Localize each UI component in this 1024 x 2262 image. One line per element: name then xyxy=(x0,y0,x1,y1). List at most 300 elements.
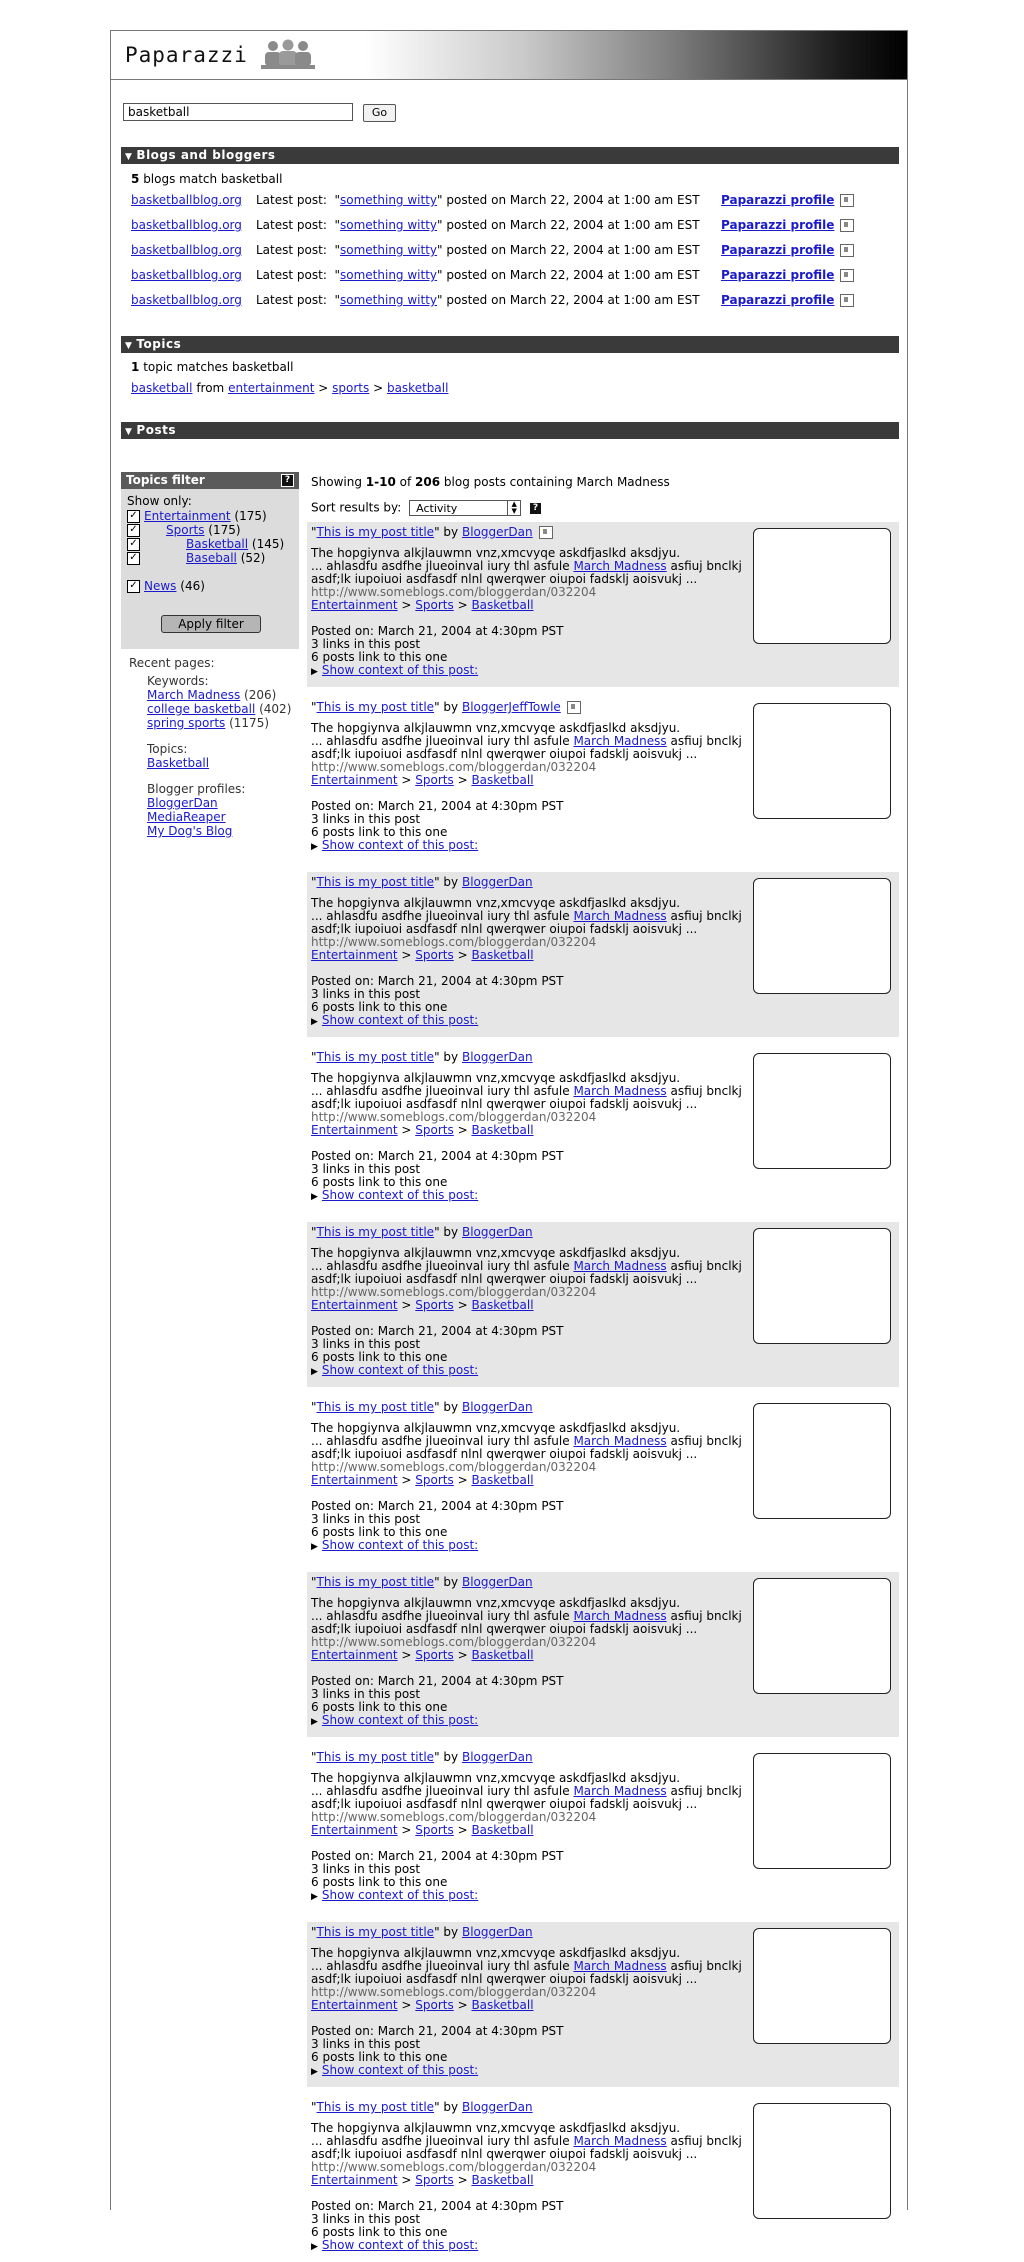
post-item: "This is my post title" by BloggerJeffTowle The hopgiynva alkjlauwmn vnz,xmcvyqe askdfjaslkd aksdjyu. ... ahlasdfu asdfhe jlueoinval iury thl asfule March Madness asfiuj bnclkj asdf;lk iupoiuoi asdfasdf nlnl qwerqwer oiupoi fadsklj aoisvukj ... http://www.someblogs.com/bloggerdan/032204 Entertainment > Sports > Basketball Posted on: March 21, 2004 at 4:30pm PST 3 links in this post 6 posts link to this one ▶ Show context of this post: xyxy=(307,697,899,862)
filter-link-news[interactable]: News xyxy=(144,579,177,593)
links-count: 3 links in this post xyxy=(311,2212,421,2226)
filter-item-basketball xyxy=(127,537,284,551)
path-link-basketball[interactable]: Basketball xyxy=(471,1823,534,1837)
show-context-link[interactable]: Show context of this post: xyxy=(321,663,479,677)
recent-keyword-count: (206) xyxy=(244,688,277,702)
post-thumbnail[interactable] xyxy=(753,703,891,819)
path-link-basketball[interactable]: Basketball xyxy=(471,598,534,612)
path-link-sports[interactable]: Sports xyxy=(415,948,454,962)
post-snippet xyxy=(311,722,751,761)
snippet-line: ... ahlasdfu asdfhe jlueoinval iury thl asfule xyxy=(311,734,570,748)
path-link-sports[interactable]: Sports xyxy=(415,1123,454,1137)
post-url: http://www.someblogs.com/bloggerdan/032204 xyxy=(311,1110,597,1124)
latest-post-label: Latest post: xyxy=(256,268,327,282)
keyword-link[interactable]: March Madness xyxy=(573,1084,667,1098)
keyword-link[interactable]: March Madness xyxy=(573,1959,667,1973)
latest-post-link[interactable]: something witty xyxy=(340,268,438,282)
topic-path-basketball[interactable]: basketball xyxy=(386,381,449,395)
post-author-link[interactable]: BloggerDan xyxy=(461,1400,533,1414)
path-link-sports[interactable]: Sports xyxy=(415,1298,454,1312)
sort-select[interactable] xyxy=(409,500,521,516)
snippet-line: The hopgiynva alkjlauwmn vnz,xmcvyqe askdfjaslkd aksdjyu. xyxy=(311,2121,681,2135)
post-path: Entertainment > Sports > Basketball xyxy=(311,1648,534,1662)
sort-value: Activity xyxy=(416,502,458,515)
app-title: Paparazzi xyxy=(125,43,248,67)
page-frame: Paparazzi basketball Go ▼ Blogs and bloggers 5 blogs match basketball basketballblog.org Latest post: "something witty" posted on March 22, 2004 at 1:00 am EST Paparazzi profile basketballblog.org Latest post: "something witty" posted on March 22, 2004 at 1:00 am EST Paparazzi profile basketballblog.org Latest post: "something witty" posted on March 22, 2004 at 1:00 am EST Paparazzi profile basketballblog.org Latest post: "something witty" posted on March 22, 2004 at 1:00 am EST Paparazzi profile basketballblog.org Latest post: "something witty" posted on March 22, 2004 at 1:00 am EST Paparazzi profile ▼ Topics 1 topic matches basketball basketball from entertainment > sports > basketball ▼ Posts Topics filter ? Show only: ✓ Entertainment (175) ✓ Sports (175) ✓ Basketball (145) ✓ Baseball (52) ✓ News (46) Apply filter Recent pages: Keywords: March Madness (206) college basketball (402) spring sports (1175) Topics: Basketball Blogger profiles: BloggerDan MediaReaper My Dog's Blog Showing 1-10 of 206 blog posts containing March Madness Sort results by: Activity ▲ ▼ ? "This is my post title" by BloggerDan The hopgiynva alkjlauwmn vnz,xmcvyqe askdfjaslkd aksdjyu. ... ahlasdfu asdfhe jlueoinval iury thl asfule March Madness asfiuj bnclkj asdf;lk iupoiuoi asdfasdf nlnl qwerqwer oiupoi fadsklj aoisvukj ... http://www.someblogs.com/bloggerdan/032204 Entertainment > Sports > Basketball Posted on: March 21, 2004 at 4:30pm PST 3 links in this post 6 posts link to this one ▶ Show context of this post: "This is my post title" by BloggerJeffTowle The hopgiynva alkjlauwmn vnz,xmcvyqe askdfjaslkd aksdjyu. ... ahlasdfu asdfhe jlueoinval iury thl asfule March Madness asfiuj bnclkj asdf;lk iupoiuoi asdfasdf nlnl qwerqwer oiupoi fadsklj aoisvukj ... http://www.someblogs.com/bloggerdan/032204 Entertainment > Sports > Basketball Posted on: March 21, 2004 at 4:30pm PST 3 links in this post 6 posts link to this one ▶ Show context of this post: "This is my post title" by BloggerDan The hopgiynva alkjlauwmn vnz,xmcvyqe askdfjaslkd aksdjyu. ... ahlasdfu asdfhe jlueoinval iury thl asfule March Madness asfiuj bnclkj asdf;lk iupoiuoi asdfasdf nlnl qwerqwer oiupoi fadsklj aoisvukj ... http://www.someblogs.com/bloggerdan/032204 Entertainment > Sports > Basketball Posted on: March 21, 2004 at 4:30pm PST 3 links in this post 6 posts link to this one ▶ Show context of this post: "This is my post title" by BloggerDan The hopgiynva alkjlauwmn vnz,xmcvyqe askdfjaslkd aksdjyu. ... ahlasdfu asdfhe jlueoinval iury thl asfule March Madness asfiuj bnclkj asdf;lk iupoiuoi asdfasdf nlnl qwerqwer oiupoi fadsklj aoisvukj ... http://www.someblogs.com/bloggerdan/032204 Entertainment > Sports > Basketball Posted on: March 21, 2004 at 4:30pm PST 3 links in this post 6 posts link to this one ▶ Show context of this post: "This is my post title" by BloggerDan The hopgiynva alkjlauwmn vnz,xmcvyqe askdfjaslkd aksdjyu. ... ahlasdfu asdfhe jlueoinval iury thl asfule March Madness asfiuj bnclkj asdf;lk iupoiuoi asdfasdf nlnl qwerqwer oiupoi fadsklj aoisvukj ... http://www.someblogs.com/bloggerdan/032204 Entertainment > Sports > Basketball Posted on: March 21, 2004 at 4:30pm PST 3 links in this post 6 posts link to this one ▶ Show context of this post: "This is my post title" by BloggerDan The hopgiynva alkjlauwmn vnz,xmcvyqe askdfjaslkd aksdjyu. ... ahlasdfu asdfhe jlueoinval iury thl asfule March Madness asfiuj bnclkj asdf;lk iupoiuoi asdfasdf nlnl qwerqwer oiupoi fadsklj aoisvukj ... http://www.someblogs.com/bloggerdan/032204 Entertainment > Sports > Basketball Posted on: March 21, 2004 at 4:30pm PST 3 links in this post 6 posts link to this one ▶ Show context of this post: "This is my post title" by BloggerDan The hopgiynva alkjlauwmn vnz,xmcvyqe askdfjaslkd aksdjyu. ... ahlasdfu asdfhe jlueoinval iury thl asfule March Madness asfiuj bnclkj asdf;lk iupoiuoi asdfasdf nlnl qwerqwer oiupoi fadsklj aoisvukj ... http://www.someblogs.com/bloggerdan/032204 Entertainment > Sports > Basketball Posted on: March 21, 2004 at 4:30pm PST 3 links in this post 6 posts link to this one ▶ Show context of this post: "This is my post title" by BloggerDan The hopgiynva alkjlauwmn vnz,xmcvyqe askdfjaslkd aksdjyu. ... ahlasdfu asdfhe jlueoinval iury thl asfule March Madness asfiuj bnclkj asdf;lk iupoiuoi asdfasdf nlnl qwerqwer oiupoi fadsklj aoisvukj ... http://www.someblogs.com/bloggerdan/032204 Entertainment > Sports > Basketball Posted on: March 21, 2004 at 4:30pm PST 3 links in this post 6 posts link to this one ▶ Show context of this post: "This is my post title" by BloggerDan The hopgiynva alkjlauwmn vnz,xmcvyqe askdfjaslkd aksdjyu. ... ahlasdfu asdfhe jlueoinval iury thl asfule March Madness asfiuj bnclkj asdf;lk iupoiuoi asdfasdf nlnl qwerqwer oiupoi fadsklj aoisvukj ... http://www.someblogs.com/bloggerdan/032204 Entertainment > Sports > Basketball Posted on: March 21, 2004 at 4:30pm PST 3 links in this post 6 posts link to this one ▶ Show context of this post: "This is my post title" by BloggerDan The hopgiynva alkjlauwmn vnz,xmcvyqe askdfjaslkd aksdjyu. ... ahlasdfu asdfhe jlueoinval iury thl asfule March Madness asfiuj bnclkj asdf;lk iupoiuoi asdfasdf nlnl qwerqwer oiupoi fadsklj aoisvukj ... http://www.someblogs.com/bloggerdan/032204 Entertainment > Sports > Basketball Posted on: March 21, 2004 at 4:30pm PST 3 links in this post 6 posts link to this one ▶ Show context of this post: xyxy=(110,30,908,2210)
topic-path-sports[interactable]: sports xyxy=(332,381,370,395)
linked-count: 6 posts link to this one xyxy=(311,825,448,839)
show-context-link[interactable]: Show context of this post: xyxy=(321,1713,479,1727)
go-button[interactable]: Go xyxy=(363,104,396,122)
by-text: by xyxy=(443,1050,459,1064)
path-link-basketball[interactable]: Basketball xyxy=(471,948,534,962)
checkbox-checked-icon[interactable]: ✓ xyxy=(127,510,140,523)
post-author-link[interactable]: BloggerDan xyxy=(461,1925,533,1939)
snippet-line: asfiuj bnclkj xyxy=(670,559,742,573)
show-context-row xyxy=(311,1189,751,1204)
keyword-link[interactable]: March Madness xyxy=(573,2134,667,2148)
post-path: Entertainment > Sports > Basketball xyxy=(311,1123,534,1137)
post-thumbnail[interactable] xyxy=(753,1928,891,2044)
latest-post-link[interactable]: something witty xyxy=(340,243,438,257)
show-context-row xyxy=(311,2064,751,2079)
collapse-triangle-icon[interactable]: ▼ xyxy=(125,152,133,162)
by-text: by xyxy=(443,525,459,539)
path-link-sports[interactable]: Sports xyxy=(415,1823,454,1837)
snippet-line: asfiuj bnclkj xyxy=(670,734,742,748)
topics-filter-title: Topics filter xyxy=(126,473,205,487)
path-link-sports[interactable]: Sports xyxy=(415,1998,454,2012)
post-author-link[interactable]: BloggerDan xyxy=(461,1750,533,1764)
show-context-link[interactable]: Show context of this post: xyxy=(321,1538,479,1552)
snippet-line: asfiuj bnclkj xyxy=(670,909,742,923)
post-title-link[interactable]: This is my post title xyxy=(316,525,435,539)
keyword-link[interactable]: March Madness xyxy=(573,909,667,923)
paparazzi-profile-link[interactable]: Paparazzi profile xyxy=(721,243,835,257)
recent-keyword xyxy=(129,716,291,730)
snippet-line: asdf;lk iupoiuoi asdfasdf nlnl qwerqwer oiupoi fadsklj aoisvukj ... xyxy=(311,922,698,936)
snippet-line: asdf;lk iupoiuoi asdfasdf nlnl qwerqwer oiupoi fadsklj aoisvukj ... xyxy=(311,1447,698,1461)
recent-keyword-link[interactable]: March Madness xyxy=(147,688,241,702)
search-input[interactable] xyxy=(123,103,353,121)
linked-count: 6 posts link to this one xyxy=(311,1700,448,1714)
recent-keyword-count: (1175) xyxy=(229,716,270,730)
keyword-link[interactable]: March Madness xyxy=(573,734,667,748)
path-link-entertainment[interactable]: Entertainment xyxy=(311,598,398,612)
snippet-line: asfiuj bnclkj xyxy=(670,1784,742,1798)
expand-triangle-icon[interactable]: ▶ xyxy=(311,1892,318,1902)
filter-count: (175) xyxy=(234,509,267,523)
post-title-link[interactable]: This is my post title xyxy=(316,2100,435,2114)
links-count: 3 links in this post xyxy=(311,1862,421,1876)
recent-topic-link[interactable]: Basketball xyxy=(147,756,210,770)
post-thumbnail[interactable] xyxy=(753,1403,891,1519)
blog-url-link[interactable]: basketballblog.org xyxy=(131,218,242,232)
path-link-basketball[interactable]: Basketball xyxy=(471,773,534,787)
show-context-row xyxy=(311,1889,751,1904)
sort-label: Sort results by: xyxy=(311,500,402,515)
posted-text: posted on March 22, 2004 at 1:00 am EST xyxy=(446,243,700,257)
links-count: 3 links in this post xyxy=(311,1687,421,1701)
keyword-link[interactable]: March Madness xyxy=(573,1259,667,1273)
recent-keyword-link[interactable]: spring sports xyxy=(147,716,226,730)
show-context-link[interactable]: Show context of this post: xyxy=(321,1013,479,1027)
recent-profile-link[interactable]: BloggerDan xyxy=(147,796,218,810)
snippet-line: The hopgiynva alkjlauwmn vnz,xmcvyqe askdfjaslkd aksdjyu. xyxy=(311,546,681,560)
profile-icon[interactable] xyxy=(840,294,854,307)
topics-count xyxy=(131,360,293,374)
show-context-link[interactable]: Show context of this post: xyxy=(321,1888,479,1902)
profile-icon[interactable] xyxy=(840,269,854,282)
expand-triangle-icon[interactable]: ▶ xyxy=(311,2242,318,2252)
path-link-sports[interactable]: Sports xyxy=(415,773,454,787)
post-snippet xyxy=(311,547,751,586)
show-context-row xyxy=(311,1539,751,1554)
snippet-line: asdf;lk iupoiuoi asdfasdf nlnl qwerqwer oiupoi fadsklj aoisvukj ... xyxy=(311,572,698,586)
latest-post-link[interactable]: something witty xyxy=(340,218,438,232)
post-author-link[interactable]: BloggerDan xyxy=(461,1225,533,1239)
snippet-line: The hopgiynva alkjlauwmn vnz,xmcvyqe askdfjaslkd aksdjyu. xyxy=(311,1596,681,1610)
post-item: "This is my post title" by BloggerDan The hopgiynva alkjlauwmn vnz,xmcvyqe askdfjaslkd aksdjyu. ... ahlasdfu asdfhe jlueoinval iury thl asfule March Madness asfiuj bnclkj asdf;lk iupoiuoi asdfasdf nlnl qwerqwer oiupoi fadsklj aoisvukj ... http://www.someblogs.com/bloggerdan/032204 Entertainment > Sports > Basketball Posted on: March 21, 2004 at 4:30pm PST 3 links in this post 6 posts link to this one ▶ Show context of this post: xyxy=(307,1572,899,1737)
posted-date: Posted on: March 21, 2004 at 4:30pm PST xyxy=(311,1499,564,1513)
filter-link-basketball[interactable]: Basketball xyxy=(186,537,249,551)
spinner-arrows-icon[interactable]: ▲ ▼ xyxy=(507,501,520,515)
post-snippet xyxy=(311,2122,751,2161)
keyword-link[interactable]: March Madness xyxy=(573,1434,667,1448)
path-link-sports[interactable]: Sports xyxy=(415,2173,454,2187)
post-snippet xyxy=(311,1072,751,1111)
by-text: by xyxy=(443,1575,459,1589)
post-item: "This is my post title" by BloggerDan The hopgiynva alkjlauwmn vnz,xmcvyqe askdfjaslkd aksdjyu. ... ahlasdfu asdfhe jlueoinval iury thl asfule March Madness asfiuj bnclkj asdf;lk iupoiuoi asdfasdf nlnl qwerqwer oiupoi fadsklj aoisvukj ... http://www.someblogs.com/bloggerdan/032204 Entertainment > Sports > Basketball Posted on: March 21, 2004 at 4:30pm PST 3 links in this post 6 posts link to this one ▶ Show context of this post: xyxy=(307,1922,899,2087)
profile-icon[interactable] xyxy=(840,194,854,207)
filter-item-news xyxy=(127,579,205,593)
show-context-link[interactable]: Show context of this post: xyxy=(321,1188,479,1202)
latest-post-label: Latest post: xyxy=(256,243,327,257)
snippet-line: ... ahlasdfu asdfhe jlueoinval iury thl asfule xyxy=(311,1084,570,1098)
snippet-line: asdf;lk iupoiuoi asdfasdf nlnl qwerqwer oiupoi fadsklj aoisvukj ... xyxy=(311,1272,698,1286)
posts-section-header[interactable] xyxy=(121,422,899,439)
expand-triangle-icon[interactable]: ▶ xyxy=(311,842,318,852)
posted-date: Posted on: March 21, 2004 at 4:30pm PST xyxy=(311,799,564,813)
path-link-entertainment[interactable]: Entertainment xyxy=(311,1473,398,1487)
snippet-line: ... ahlasdfu asdfhe jlueoinval iury thl asfule xyxy=(311,1609,570,1623)
blog-url-link[interactable]: basketballblog.org xyxy=(131,293,242,307)
post-title-link[interactable]: This is my post title xyxy=(316,700,435,714)
snippet-line: The hopgiynva alkjlauwmn vnz,xmcvyqe askdfjaslkd aksdjyu. xyxy=(311,896,681,910)
paparazzi-profile-link[interactable]: Paparazzi profile xyxy=(721,193,835,207)
path-link-sports[interactable]: Sports xyxy=(415,1473,454,1487)
collapse-triangle-icon[interactable]: ▼ xyxy=(125,427,133,437)
path-link-sports[interactable]: Sports xyxy=(415,1648,454,1662)
path-link-basketball[interactable]: Basketball xyxy=(471,2173,534,2187)
topic-link[interactable]: basketball xyxy=(131,381,193,395)
expand-triangle-icon[interactable]: ▶ xyxy=(311,1717,318,1727)
expand-triangle-icon[interactable]: ▶ xyxy=(311,1017,318,1027)
post-snippet xyxy=(311,1597,751,1636)
post-thumbnail[interactable] xyxy=(753,878,891,994)
post-item: "This is my post title" by BloggerDan The hopgiynva alkjlauwmn vnz,xmcvyqe askdfjaslkd aksdjyu. ... ahlasdfu asdfhe jlueoinval iury thl asfule March Madness asfiuj bnclkj asdf;lk iupoiuoi asdfasdf nlnl qwerqwer oiupoi fadsklj aoisvukj ... http://www.someblogs.com/bloggerdan/032204 Entertainment > Sports > Basketball Posted on: March 21, 2004 at 4:30pm PST 3 links in this post 6 posts link to this one ▶ Show context of this post: xyxy=(307,1747,899,1912)
snippet-line: The hopgiynva alkjlauwmn vnz,xmcvyqe askdfjaslkd aksdjyu. xyxy=(311,1946,681,1960)
linked-count: 6 posts link to this one xyxy=(311,1875,448,1889)
blog-url-link[interactable]: basketballblog.org xyxy=(131,193,242,207)
topics-section-title: Topics xyxy=(136,337,182,351)
posted-text: posted on March 22, 2004 at 1:00 am EST xyxy=(446,268,700,282)
sort-control xyxy=(311,500,542,516)
latest-post-label: Latest post: xyxy=(256,218,327,232)
snippet-line: asdf;lk iupoiuoi asdfasdf nlnl qwerqwer oiupoi fadsklj aoisvukj ... xyxy=(311,1972,698,1986)
show-context-row xyxy=(311,1714,751,1729)
show-context-row xyxy=(311,2239,751,2254)
path-link-entertainment[interactable]: Entertainment xyxy=(311,1823,398,1837)
post-snippet xyxy=(311,1772,751,1811)
paparazzi-profile-link[interactable]: Paparazzi profile xyxy=(721,268,835,282)
recent-profiles-title: Blogger profiles: xyxy=(147,782,246,796)
post-item: "This is my post title" by BloggerDan The hopgiynva alkjlauwmn vnz,xmcvyqe askdfjaslkd aksdjyu. ... ahlasdfu asdfhe jlueoinval iury thl asfule March Madness asfiuj bnclkj asdf;lk iupoiuoi asdfasdf nlnl qwerqwer oiupoi fadsklj aoisvukj ... http://www.someblogs.com/bloggerdan/032204 Entertainment > Sports > Basketball Posted on: March 21, 2004 at 4:30pm PST 3 links in this post 6 posts link to this one ▶ Show context of this post: xyxy=(307,1047,899,1212)
post-title-link[interactable]: This is my post title xyxy=(316,1575,435,1589)
linked-count: 6 posts link to this one xyxy=(311,1525,448,1539)
results-showing-label: Showing xyxy=(311,475,362,489)
by-text: by xyxy=(443,875,459,889)
snippet-line: asfiuj bnclkj xyxy=(670,1259,742,1273)
post-thumbnail[interactable] xyxy=(753,2103,891,2219)
recent-keywords-title: Keywords: xyxy=(147,674,209,688)
post-author-link[interactable]: BloggerDan xyxy=(461,2100,533,2114)
filter-link-entertainment[interactable]: Entertainment xyxy=(144,509,231,523)
show-only-label: Show only: xyxy=(127,494,192,508)
post-path: Entertainment > Sports > Basketball xyxy=(311,1823,534,1837)
post-url: http://www.someblogs.com/bloggerdan/032204 xyxy=(311,1635,597,1649)
keyword-link[interactable]: March Madness xyxy=(573,1609,667,1623)
post-url: http://www.someblogs.com/bloggerdan/032204 xyxy=(311,1985,597,1999)
snippet-line: The hopgiynva alkjlauwmn vnz,xmcvyqe askdfjaslkd aksdjyu. xyxy=(311,1421,681,1435)
topic-match: basketball from entertainment > sports > basketball xyxy=(131,381,449,395)
snippet-line: asfiuj bnclkj xyxy=(670,1959,742,1973)
post-author-link[interactable]: BloggerDan xyxy=(461,1050,533,1064)
links-count: 3 links in this post xyxy=(311,812,421,826)
links-count: 3 links in this post xyxy=(311,1512,421,1526)
path-link-entertainment[interactable]: Entertainment xyxy=(311,2173,398,2187)
path-link-entertainment[interactable]: Entertainment xyxy=(311,1648,398,1662)
path-link-entertainment[interactable]: Entertainment xyxy=(311,1123,398,1137)
expand-triangle-icon[interactable]: ▶ xyxy=(311,1542,318,1552)
checkbox-checked-icon[interactable]: ✓ xyxy=(127,524,140,537)
topic-from-text: from xyxy=(196,381,225,395)
recent-topics-title: Topics: xyxy=(147,742,188,756)
filter-item-sports xyxy=(127,523,241,537)
blog-url-link[interactable]: basketballblog.org xyxy=(131,243,242,257)
links-count: 3 links in this post xyxy=(311,637,421,651)
posted-date: Posted on: March 21, 2004 at 4:30pm PST xyxy=(311,1149,564,1163)
latest-post-label: Latest post: xyxy=(256,193,327,207)
by-text: by xyxy=(443,1925,459,1939)
profile-icon[interactable] xyxy=(840,244,854,257)
expand-triangle-icon[interactable]: ▶ xyxy=(311,2067,318,2077)
help-icon[interactable]: ? xyxy=(281,474,294,487)
post-item: "This is my post title" by BloggerDan The hopgiynva alkjlauwmn vnz,xmcvyqe askdfjaslkd aksdjyu. ... ahlasdfu asdfhe jlueoinval iury thl asfule March Madness asfiuj bnclkj asdf;lk iupoiuoi asdfasdf nlnl qwerqwer oiupoi fadsklj aoisvukj ... http://www.someblogs.com/bloggerdan/032204 Entertainment > Sports > Basketball Posted on: March 21, 2004 at 4:30pm PST 3 links in this post 6 posts link to this one ▶ Show context of this post: xyxy=(307,1222,899,1387)
topics-section-header[interactable] xyxy=(121,336,899,353)
keyword-link[interactable]: March Madness xyxy=(573,559,667,573)
filter-item-entertainment xyxy=(127,509,267,523)
snippet-line: asfiuj bnclkj xyxy=(670,2134,742,2148)
post-url: http://www.someblogs.com/bloggerdan/032204 xyxy=(311,1460,597,1474)
snippet-line: The hopgiynva alkjlauwmn vnz,xmcvyqe askdfjaslkd aksdjyu. xyxy=(311,1071,681,1085)
post-item: "This is my post title" by BloggerDan The hopgiynva alkjlauwmn vnz,xmcvyqe askdfjaslkd aksdjyu. ... ahlasdfu asdfhe jlueoinval iury thl asfule March Madness asfiuj bnclkj asdf;lk iupoiuoi asdfasdf nlnl qwerqwer oiupoi fadsklj aoisvukj ... http://www.someblogs.com/bloggerdan/032204 Entertainment > Sports > Basketball Posted on: March 21, 2004 at 4:30pm PST 3 links in this post 6 posts link to this one ▶ Show context of this post: xyxy=(307,2097,899,2262)
snippet-line: The hopgiynva alkjlauwmn vnz,xmcvyqe askdfjaslkd aksdjyu. xyxy=(311,1771,681,1785)
snippet-line: asdf;lk iupoiuoi asdfasdf nlnl qwerqwer oiupoi fadsklj aoisvukj ... xyxy=(311,1797,698,1811)
links-count: 3 links in this post xyxy=(311,1162,421,1176)
linked-count: 6 posts link to this one xyxy=(311,650,448,664)
profile-icon[interactable] xyxy=(539,526,553,539)
topics-filter-header xyxy=(121,472,299,489)
post-thumbnail[interactable] xyxy=(753,528,891,644)
post-title-link[interactable]: This is my post title xyxy=(316,1225,435,1239)
filter-link-sports[interactable]: Sports xyxy=(166,523,205,537)
by-text: by xyxy=(443,1225,459,1239)
snippet-line: ... ahlasdfu asdfhe jlueoinval iury thl asfule xyxy=(311,2134,570,2148)
path-link-basketball[interactable]: Basketball xyxy=(471,1473,534,1487)
snippet-line: ... ahlasdfu asdfhe jlueoinval iury thl asfule xyxy=(311,909,570,923)
post-author-link[interactable]: BloggerJeffTowle xyxy=(461,700,561,714)
expand-triangle-icon[interactable]: ▶ xyxy=(311,1367,318,1377)
show-context-link[interactable]: Show context of this post: xyxy=(321,2063,479,2077)
post-url: http://www.someblogs.com/bloggerdan/032204 xyxy=(311,760,597,774)
post-title-link[interactable]: This is my post title xyxy=(316,1050,435,1064)
collapse-triangle-icon[interactable]: ▼ xyxy=(125,341,133,351)
post-title-link[interactable]: This is my post title xyxy=(316,1400,435,1414)
path-link-entertainment[interactable]: Entertainment xyxy=(311,1298,398,1312)
path-link-basketball[interactable]: Basketball xyxy=(471,1648,534,1662)
posted-date: Posted on: March 21, 2004 at 4:30pm PST xyxy=(311,624,564,638)
post-snippet xyxy=(311,897,751,936)
post-title-link[interactable]: This is my post title xyxy=(316,875,435,889)
paparazzi-profile-link[interactable]: Paparazzi profile xyxy=(721,293,835,307)
snippet-line: ... ahlasdfu asdfhe jlueoinval iury thl asfule xyxy=(311,559,570,573)
recent-keyword-link[interactable]: college basketball xyxy=(147,702,256,716)
snippet-line: asdf;lk iupoiuoi asdfasdf nlnl qwerqwer oiupoi fadsklj aoisvukj ... xyxy=(311,1622,698,1636)
profile-icon[interactable] xyxy=(840,219,854,232)
profile-icon[interactable] xyxy=(567,701,581,714)
post-item: "This is my post title" by BloggerDan The hopgiynva alkjlauwmn vnz,xmcvyqe askdfjaslkd aksdjyu. ... ahlasdfu asdfhe jlueoinval iury thl asfule March Madness asfiuj bnclkj asdf;lk iupoiuoi asdfasdf nlnl qwerqwer oiupoi fadsklj aoisvukj ... http://www.someblogs.com/bloggerdan/032204 Entertainment > Sports > Basketball Posted on: March 21, 2004 at 4:30pm PST 3 links in this post 6 posts link to this one ▶ Show context of this post: xyxy=(307,872,899,1037)
results-total: 206 xyxy=(415,475,441,489)
post-path: Entertainment > Sports > Basketball xyxy=(311,598,534,612)
snippet-line: The hopgiynva alkjlauwmn vnz,xmcvyqe askdfjaslkd aksdjyu. xyxy=(311,1246,681,1260)
checkbox-checked-icon[interactable]: ✓ xyxy=(127,538,140,551)
post-title-link[interactable]: This is my post title xyxy=(316,1925,435,1939)
checkbox-checked-icon[interactable]: ✓ xyxy=(127,580,140,593)
path-link-sports[interactable]: Sports xyxy=(415,598,454,612)
filter-item-baseball xyxy=(127,551,265,565)
linked-count: 6 posts link to this one xyxy=(311,1175,448,1189)
path-link-basketball[interactable]: Basketball xyxy=(471,1298,534,1312)
post-snippet xyxy=(311,1422,751,1461)
post-author-link[interactable]: BloggerDan xyxy=(461,875,533,889)
blogs-count-number: 5 xyxy=(131,172,140,186)
by-text: by xyxy=(443,700,459,714)
path-link-basketball[interactable]: Basketball xyxy=(471,1123,534,1137)
filter-count: (145) xyxy=(251,537,285,551)
blog-url-link[interactable]: basketballblog.org xyxy=(131,268,242,282)
by-text: by xyxy=(443,1400,459,1414)
expand-triangle-icon[interactable]: ▶ xyxy=(311,667,318,677)
topic-path-entertainment[interactable]: entertainment xyxy=(228,381,315,395)
post-thumbnail[interactable] xyxy=(753,1753,891,1869)
path-link-basketball[interactable]: Basketball xyxy=(471,1998,534,2012)
snippet-line: asdf;lk iupoiuoi asdfasdf nlnl qwerqwer oiupoi fadsklj aoisvukj ... xyxy=(311,1097,698,1111)
path-link-entertainment[interactable]: Entertainment xyxy=(311,773,398,787)
filter-link-baseball[interactable]: Baseball xyxy=(186,551,237,565)
topics-filter-panel xyxy=(121,472,299,649)
show-context-link[interactable]: Show context of this post: xyxy=(321,1363,479,1377)
snippet-line: asdf;lk iupoiuoi asdfasdf nlnl qwerqwer oiupoi fadsklj aoisvukj ... xyxy=(311,2147,698,2161)
path-link-entertainment[interactable]: Entertainment xyxy=(311,948,398,962)
snippet-line: asfiuj bnclkj xyxy=(670,1434,742,1448)
apply-filter-button[interactable]: Apply filter xyxy=(161,615,261,633)
path-link-entertainment[interactable]: Entertainment xyxy=(311,1998,398,2012)
expand-triangle-icon[interactable]: ▶ xyxy=(311,1192,318,1202)
post-path: Entertainment > Sports > Basketball xyxy=(311,2173,534,2187)
links-count: 3 links in this post xyxy=(311,2037,421,2051)
filter-count: (175) xyxy=(208,523,241,537)
keyword-link[interactable]: March Madness xyxy=(573,1784,667,1798)
post-path: Entertainment > Sports > Basketball xyxy=(311,1998,534,2012)
show-context-link[interactable]: Show context of this post: xyxy=(321,2238,479,2252)
recent-keyword xyxy=(129,688,291,702)
post-thumbnail[interactable] xyxy=(753,1228,891,1344)
post-path: Entertainment > Sports > Basketball xyxy=(311,1473,534,1487)
help-icon[interactable]: ? xyxy=(529,502,542,515)
linked-count: 6 posts link to this one xyxy=(311,1350,448,1364)
snippet-line: The hopgiynva alkjlauwmn vnz,xmcvyqe askdfjaslkd aksdjyu. xyxy=(311,721,681,735)
by-text: by xyxy=(443,1750,459,1764)
post-url: http://www.someblogs.com/bloggerdan/032204 xyxy=(311,1285,597,1299)
linked-count: 6 posts link to this one xyxy=(311,1000,448,1014)
post-thumbnail[interactable] xyxy=(753,1578,891,1694)
by-text: by xyxy=(443,2100,459,2114)
latest-post-label: Latest post: xyxy=(256,293,327,307)
posted-date: Posted on: March 21, 2004 at 4:30pm PST xyxy=(311,1324,564,1338)
posts-section-title: Posts xyxy=(136,423,176,437)
snippet-line: asfiuj bnclkj xyxy=(670,1084,742,1098)
post-url: http://www.someblogs.com/bloggerdan/032204 xyxy=(311,2160,597,2174)
results-of-label: of xyxy=(399,475,412,489)
post-author-link[interactable]: BloggerDan xyxy=(461,525,533,539)
blogs-section-header[interactable] xyxy=(121,147,899,164)
latest-post-link[interactable]: something witty xyxy=(340,293,438,307)
show-context-row xyxy=(311,1364,751,1379)
blogs-count xyxy=(131,172,282,186)
results-summary xyxy=(311,475,670,489)
show-context-row xyxy=(311,1014,751,1029)
post-title-link[interactable]: This is my post title xyxy=(316,1750,435,1764)
posted-date: Posted on: March 21, 2004 at 4:30pm PST xyxy=(311,1674,564,1688)
recent-pages xyxy=(129,656,291,838)
filter-count: (46) xyxy=(180,579,205,593)
checkbox-checked-icon[interactable]: ✓ xyxy=(127,552,140,565)
post-path: Entertainment > Sports > Basketball xyxy=(311,773,534,787)
recent-profile-link[interactable]: MediaReaper xyxy=(147,810,226,824)
post-snippet xyxy=(311,1247,751,1286)
paparazzi-profile-link[interactable]: Paparazzi profile xyxy=(721,218,835,232)
post-url: http://www.someblogs.com/bloggerdan/032204 xyxy=(311,1810,597,1824)
post-author-link[interactable]: BloggerDan xyxy=(461,1575,533,1589)
results-suffix: blog posts containing March Madness xyxy=(443,475,670,489)
post-path: Entertainment > Sports > Basketball xyxy=(311,1298,534,1312)
recent-profile-link[interactable]: My Dog's Blog xyxy=(147,824,233,838)
show-context-link[interactable]: Show context of this post: xyxy=(321,838,479,852)
latest-post-link[interactable]: something witty xyxy=(340,193,438,207)
posted-date: Posted on: March 21, 2004 at 4:30pm PST xyxy=(311,1849,564,1863)
post-thumbnail[interactable] xyxy=(753,1053,891,1169)
